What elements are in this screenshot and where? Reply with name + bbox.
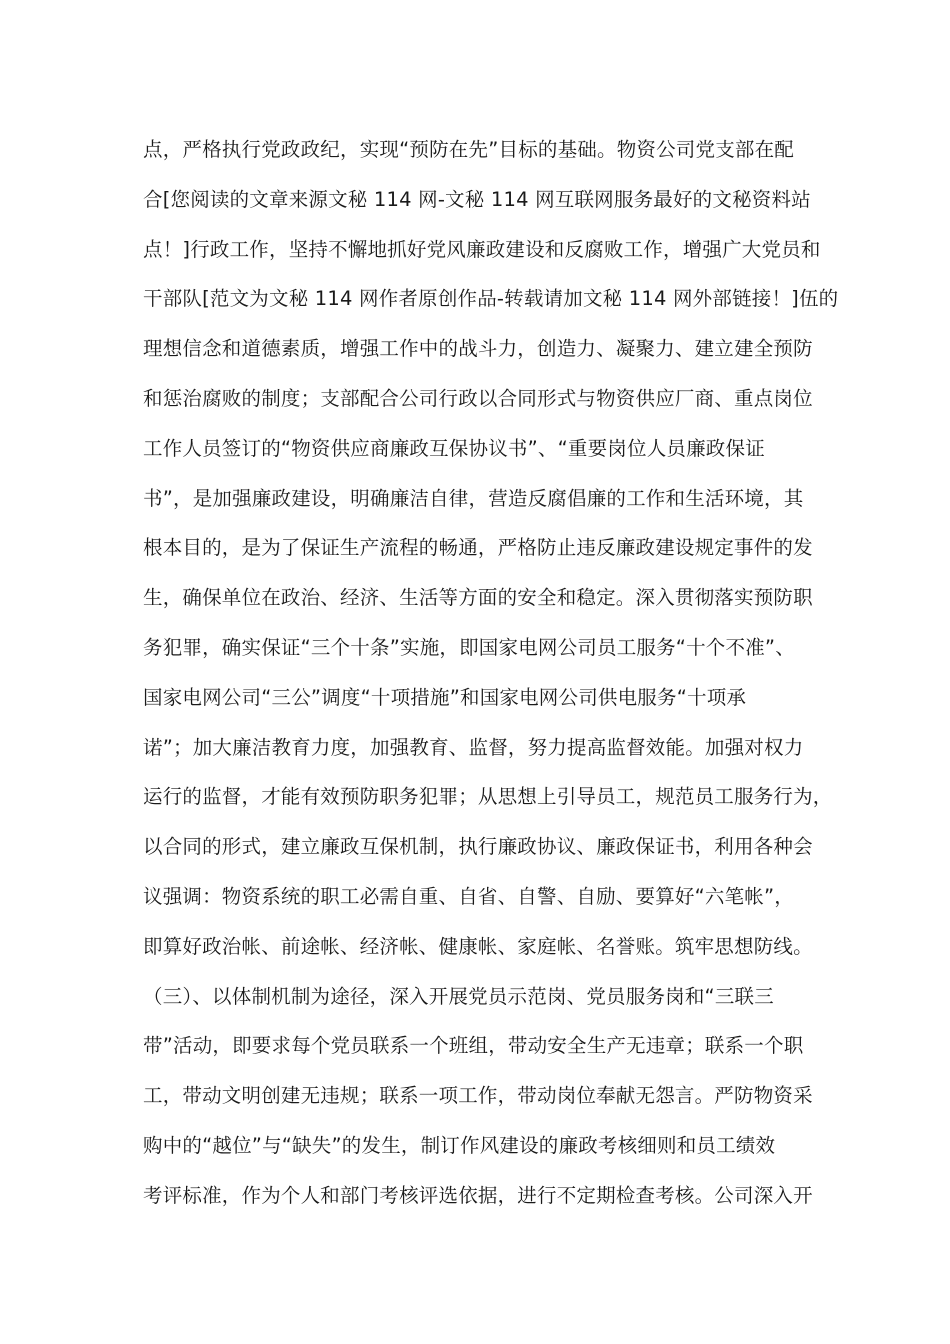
text-line: 务犯罪，确实保证“三个十条”实施，即国家电网公司员工服务“十个不准”、 [143,635,795,659]
text-line: 议强调：物资系统的职工必需自重、自省、自警、自励、要算好“六笔帐”， [143,884,795,908]
text-line: 诺”；加大廉洁教育力度，加强教育、监督，努力提高监督效能。加强对权力 [143,735,804,759]
text-line: 工作人员签订的“物资供应商廉政互保协议书”、“重要岗位人员廉政保证 [143,436,765,460]
text-line: 点，严格执行党政政纪，实现“预防在先”目标的基础。物资公司党支部在配 [143,138,795,161]
text-line: 工，带动文明创建无违规；联系一项工作，带动岗位奉献无怨言。严防物资采 [143,1084,813,1108]
document-body [143,132,839,1228]
text-line: 生，确保单位在政治、经济、生活等方面的安全和稳定。深入贯彻落实预防职 [143,586,813,610]
text-line: 点！]行政工作，坚持不懈地抓好党风廉政建设和反腐败工作，增强广大党员和 [143,237,821,261]
text-line: 合[您阅读的文章来源文秘 114 网-文秘 114 网互联网服务最好的文秘资料站 [143,187,811,211]
text-line: 运行的监督，才能有效预防职务犯罪；从思想上引导员工，规范员工服务行为， [143,785,833,809]
text-line: 考评标准，作为个人和部门考核评选依据，进行不定期检查考核。公司深入开 [143,1183,813,1207]
text-line: 带”活动，即要求每个党员联系一个班组，带动安全生产无违章；联系一个职 [143,1034,804,1058]
text-line: 书”，是加强廉政建设，明确廉洁自律，营造反腐倡廉的工作和生活环境，其 [143,486,804,510]
text-line: 理想信念和道德素质，增强工作中的战斗力，创造力、凝聚力、建立建全预防 [143,337,813,361]
text-line: （三）、以体制机制为途径，深入开展党员示范岗、党员服务岗和“三联三 [143,984,774,1008]
text-line: 国家电网公司“三公”调度“十项措施”和国家电网公司供电服务“十项承 [143,685,747,709]
text-line: 以合同的形式，建立廉政互保机制，执行廉政协议、廉政保证书，利用各种会 [143,835,813,859]
text-line: 和惩治腐败的制度；支部配合公司行政以合同形式与物资供应厂商、重点岗位 [143,386,813,410]
text-line: 根本目的，是为了保证生产流程的畅通，严格防止违反廉政建设规定事件的发 [143,536,813,560]
text-line: 干部队[范文为文秘 114 网作者原创作品-转载请加文秘 114 网外部链接！]伍的 [143,287,839,311]
text-line: 购中的“越位”与“缺失”的发生，制订作风建设的廉政考核细则和员工绩效 [143,1133,776,1157]
text-line: 即算好政治帐、前途帐、经济帐、健康帐、家庭帐、名誉账。筑牢思想防线。 [143,934,813,958]
